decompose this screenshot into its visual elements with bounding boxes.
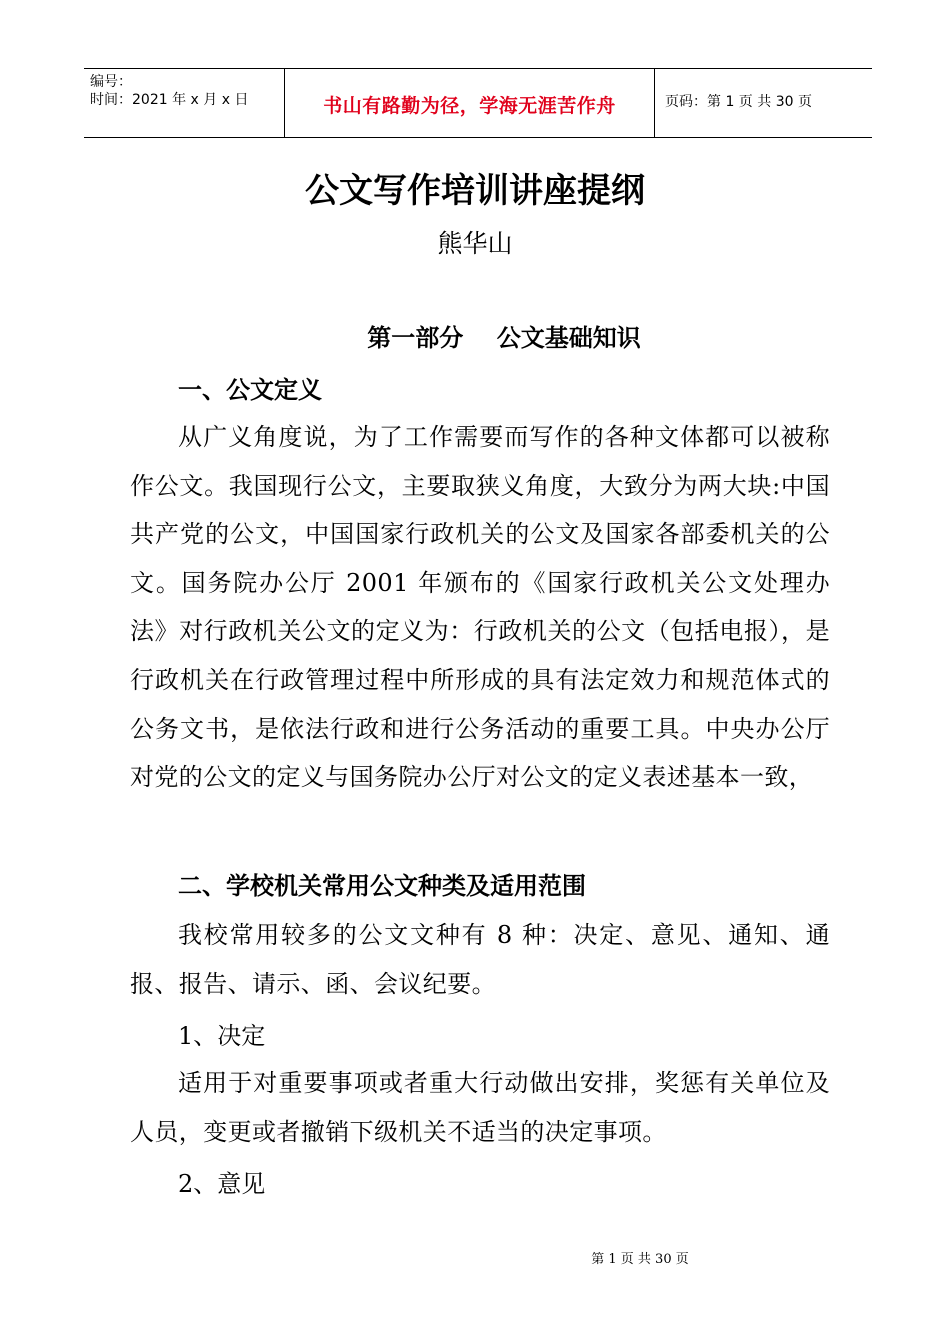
section-heading-1: 一、公文定义 bbox=[178, 376, 322, 404]
document-header bbox=[84, 68, 872, 138]
document-title: 公文写作培训讲座提纲 bbox=[305, 171, 645, 211]
header-page-info: 页码：第 1 页 共 30 页 bbox=[665, 94, 812, 110]
header-right-cell bbox=[655, 69, 872, 137]
time-label: 时间：2021 年 x 月 x 日 bbox=[90, 92, 249, 108]
header-motto: 书山有路勤为径，学海无涯苦作舟 bbox=[323, 95, 616, 117]
number-label: 编号： bbox=[90, 74, 132, 90]
part-title: 第一部分 公文基础知识 bbox=[367, 324, 641, 352]
document-author: 熊华山 bbox=[437, 229, 513, 258]
header-middle-cell bbox=[285, 69, 655, 137]
section-heading-2: 二、学校机关常用公文种类及适用范围 bbox=[178, 872, 586, 900]
item-description-1: 适用于对重要事项或者重大行动做出安排，奖惩有关单位及人员，变更或者撤销下级机关不适当的决定事项。 bbox=[130, 1069, 830, 1146]
item-title-1: 1、决定 bbox=[178, 1022, 266, 1050]
page-footer: 第 1 页 共 30 页 bbox=[591, 1252, 689, 1267]
header-left-cell bbox=[84, 69, 285, 137]
section-paragraph-2: 我校常用较多的公文文种有 8 种：决定、意见、通知、通报、报告、请示、函、会议纪要。 bbox=[130, 921, 830, 998]
section-paragraph-1: 从广义角度说，为了工作需要而写作的各种文体都可以被称作公文。我国现行公文，主要取狭义角度，大致分为两大块:中国共产党的公文，中国国家行政机关的公文及国家各部委机关的公文。国务院办公厅 2001 年颁布的《国家行政机关公文处理办法》对行政机关公文的定义为：行政机关的公文（包括电报），是行政机关在行政管理过程中所形成的具有法定效力和规范体式的公务文书，是依法行政和进行公务活动的重要工具。中央办公厅对党的公文的定义与国务院办公厅对公文的定义表述基本一致， bbox=[130, 423, 830, 792]
item-title-2: 2、意见 bbox=[178, 1170, 266, 1198]
